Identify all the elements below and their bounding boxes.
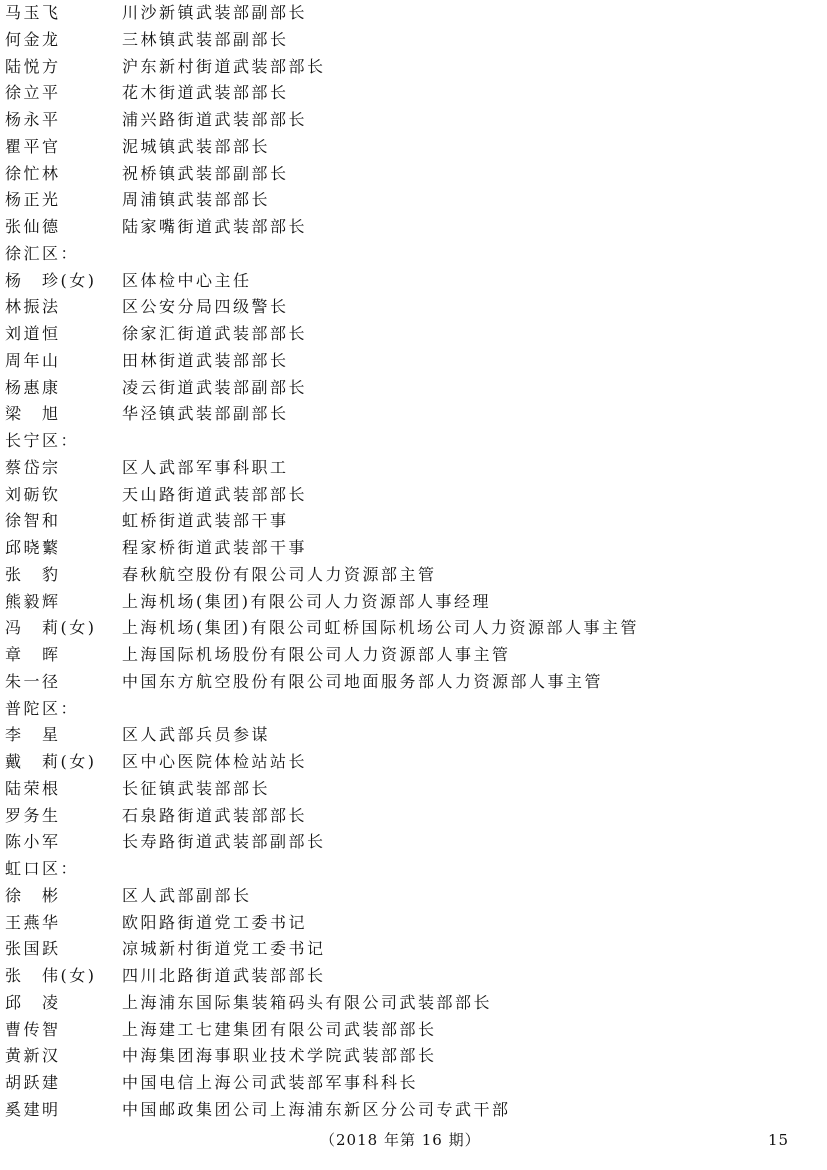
list-item — [0, 778, 827, 805]
person-title: 中国电信上海公司武装部军事科科长 — [122, 1073, 419, 1092]
list-item — [0, 1099, 827, 1126]
list-item — [0, 724, 827, 751]
person-name: 何金龙 — [5, 29, 61, 49]
person-name: 陆悦方 — [5, 56, 61, 76]
person-title: 区人武部副部长 — [122, 885, 252, 905]
person-title: 区体检中心主任 — [122, 270, 252, 290]
person-name: 邱晓蘩 — [5, 538, 61, 557]
person-title: 虹桥街道武装部干事 — [122, 511, 289, 531]
person-title: 凌云街道武装部副部长 — [122, 377, 308, 397]
list-item — [0, 671, 827, 698]
person-title: 花木街道武装部部长 — [122, 83, 289, 103]
list-item — [0, 163, 827, 190]
person-title: 徐家汇街道武装部部长 — [122, 324, 308, 343]
person-name: 刘砺钦 — [5, 484, 61, 504]
person-title: 区公安分局四级警长 — [122, 297, 289, 317]
person-title: 凉城新村街道党工委书记 — [122, 939, 326, 959]
list-item — [0, 216, 827, 243]
list-item — [0, 564, 827, 591]
list-item — [0, 2, 827, 29]
person-title: 上海国际机场股份有限公司人力资源部人事主管 — [122, 645, 511, 664]
district-heading-row — [0, 858, 827, 885]
person-title: 陆家嘴街道武装部部长 — [122, 217, 308, 236]
person-name: 杨惠康 — [5, 377, 61, 397]
person-title: 长征镇武装部部长 — [122, 778, 271, 798]
person-name: 马玉飞 — [5, 3, 61, 22]
person-title: 区人武部兵员参谋 — [122, 725, 271, 745]
list-item — [0, 136, 827, 163]
person-name: 周年山 — [5, 350, 61, 370]
list-item — [0, 805, 827, 832]
list-item — [0, 965, 827, 992]
person-title: 中国邮政集团公司上海浦东新区分公司专武干部 — [122, 1099, 511, 1119]
person-name: 朱一径 — [5, 671, 61, 691]
person-title: 欧阳路街道党工委书记 — [122, 912, 308, 932]
person-title: 长寿路街道武装部副部长 — [122, 832, 326, 852]
list-item — [0, 1045, 827, 1072]
list-item — [0, 1072, 827, 1099]
person-title: 上海机场(集团)有限公司虹桥国际机场公司人力资源部人事主管 — [122, 618, 639, 638]
list-item — [0, 912, 827, 939]
list-item — [0, 617, 827, 644]
person-title: 三林镇武装部副部长 — [122, 29, 289, 49]
list-item — [0, 189, 827, 216]
person-title: 石泉路街道武装部部长 — [122, 805, 308, 825]
person-title: 华泾镇武装部副部长 — [122, 404, 289, 424]
person-title: 浦兴路街道武装部部长 — [122, 110, 308, 129]
list-item — [0, 992, 827, 1019]
person-title: 祝桥镇武装部副部长 — [122, 163, 289, 183]
person-title: 四川北路街道武装部部长 — [122, 966, 326, 985]
person-name: 杨正光 — [5, 190, 61, 210]
person-name: 王燕华 — [5, 912, 61, 932]
district-heading-row — [0, 430, 827, 457]
person-name: 戴 莉(女) — [5, 752, 97, 771]
person-name: 李 星 — [5, 725, 61, 745]
person-title: 春秋航空股份有限公司人力资源部主管 — [122, 564, 437, 584]
person-name: 徐忙林 — [5, 163, 61, 183]
person-title: 上海浦东国际集装箱码头有限公司武装部部长 — [122, 992, 493, 1012]
list-item — [0, 591, 827, 618]
person-name: 张 伟(女) — [5, 966, 97, 985]
person-name: 徐立平 — [5, 83, 61, 103]
list-item — [0, 831, 827, 858]
person-name: 梁 旭 — [5, 404, 61, 424]
person-name: 张 豹 — [5, 564, 61, 584]
list-item — [0, 56, 827, 83]
list-item — [0, 403, 827, 430]
list-item — [0, 82, 827, 109]
person-title: 沪东新村街道武装部部长 — [122, 56, 326, 76]
district-heading: 徐汇区： — [5, 243, 80, 263]
district-heading-row — [0, 698, 827, 725]
person-title: 中国东方航空股份有限公司地面服务部人力资源部人事主管 — [122, 671, 604, 691]
person-name: 熊毅辉 — [5, 591, 61, 611]
person-name: 刘道恒 — [5, 324, 61, 343]
issue-label: （2018 年第 16 期） — [320, 1131, 481, 1149]
list-item — [0, 751, 827, 778]
person-title: 周浦镇武装部部长 — [122, 190, 271, 210]
person-name: 奚建明 — [5, 1099, 61, 1119]
person-title: 川沙新镇武装部副部长 — [122, 3, 308, 22]
person-title: 泥城镇武装部部长 — [122, 136, 271, 156]
page-footer — [0, 1130, 827, 1154]
person-name: 冯 莉(女) — [5, 618, 97, 638]
list-item — [0, 537, 827, 564]
list-item — [0, 296, 827, 323]
person-title: 区中心医院体检站站长 — [122, 752, 308, 771]
list-item — [0, 377, 827, 404]
list-item — [0, 1019, 827, 1046]
list-item — [0, 350, 827, 377]
person-title: 田林街道武装部部长 — [122, 350, 289, 370]
person-name: 杨永平 — [5, 110, 61, 129]
district-heading: 长宁区： — [5, 431, 80, 450]
list-item — [0, 510, 827, 537]
list-item — [0, 109, 827, 136]
person-title: 天山路街道武装部部长 — [122, 484, 308, 504]
person-name: 胡跃建 — [5, 1073, 61, 1092]
person-title: 程家桥街道武装部干事 — [122, 538, 308, 557]
person-name: 林振法 — [5, 297, 61, 317]
list-item — [0, 885, 827, 912]
person-name: 蔡岱宗 — [5, 457, 61, 477]
district-heading: 普陀区： — [5, 698, 80, 718]
district-heading: 虹口区： — [5, 859, 80, 878]
person-name: 曹传智 — [5, 1019, 61, 1039]
list-item — [0, 270, 827, 297]
person-name: 陆荣根 — [5, 778, 61, 798]
list-item — [0, 938, 827, 965]
person-name: 黄新汉 — [5, 1046, 61, 1066]
person-name: 邱 凌 — [5, 992, 61, 1012]
person-name: 章 晖 — [5, 645, 61, 664]
page-number: 15 — [768, 1131, 790, 1149]
person-name: 陈小军 — [5, 832, 61, 852]
person-name: 徐智和 — [5, 511, 61, 531]
person-name: 杨 珍(女) — [5, 270, 97, 290]
list-item — [0, 29, 827, 56]
list-item — [0, 457, 827, 484]
district-heading-row — [0, 243, 827, 270]
list-item — [0, 644, 827, 671]
person-title: 上海建工七建集团有限公司武装部部长 — [122, 1019, 437, 1039]
person-title: 中海集团海事职业技术学院武装部部长 — [122, 1046, 437, 1066]
person-name: 罗务生 — [5, 805, 61, 825]
person-name: 徐 彬 — [5, 885, 61, 905]
list-item — [0, 323, 827, 350]
person-title: 区人武部军事科职工 — [122, 457, 289, 477]
list-item — [0, 484, 827, 511]
person-name: 瞿平官 — [5, 136, 61, 156]
person-title: 上海机场(集团)有限公司人力资源部人事经理 — [122, 591, 491, 611]
person-name: 张国跃 — [5, 939, 61, 959]
person-name: 张仙德 — [5, 217, 61, 236]
